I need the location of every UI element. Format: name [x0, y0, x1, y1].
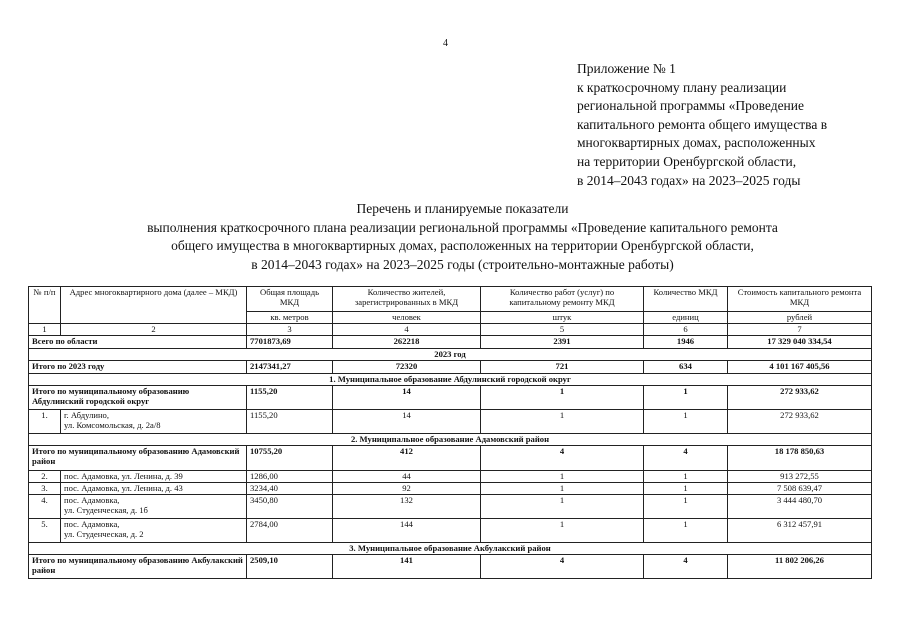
total-cost: 17 329 040 334,54	[728, 336, 872, 349]
total-area: 2147341,27	[247, 361, 333, 374]
address-line: ул. Комсомольская, д. 2а/8	[64, 420, 161, 430]
table-row	[29, 519, 872, 543]
row-area: 3450,80	[247, 495, 333, 519]
total-year-row	[29, 361, 872, 374]
table-row	[29, 483, 872, 495]
appendix-line: в 2014–2043 годах» на 2023–2025 годы	[577, 172, 801, 188]
section-title: 3. Муниципальное образование Акбулакский район	[29, 543, 872, 555]
section-total-row	[29, 446, 872, 471]
section-title: 1. Муниципальное образование Абдулинский городской округ	[29, 374, 872, 386]
row-area: 1286,00	[247, 471, 333, 483]
table-row	[29, 495, 872, 519]
address-line: ул. Студенческая, д. 2	[64, 529, 144, 539]
total-count: 1946	[644, 336, 728, 349]
section-total-label: Итого по муниципальному образованию Абдулинский городской округ	[29, 386, 247, 410]
section-total-row	[29, 555, 872, 579]
page-number: 4	[443, 38, 448, 49]
appendix-line: региональной программы «Проведение	[577, 98, 805, 114]
section-total-count: 1	[644, 386, 728, 410]
section-total-cost: 272 933,62	[728, 386, 872, 410]
row-works: 1	[481, 410, 644, 434]
row-address	[61, 519, 247, 543]
total-area: 7701873,69	[247, 336, 333, 349]
appendix-line: капитального ремонта общего имущества в	[577, 116, 828, 132]
section-total-works: 4	[481, 446, 644, 471]
column-number: 7	[728, 324, 872, 336]
row-cost: 7 508 639,47	[728, 483, 872, 495]
row-count: 1	[644, 471, 728, 483]
section-row	[29, 543, 872, 555]
section-total-cost: 18 178 850,63	[728, 446, 872, 471]
header-works: Количество работ (услуг) по капитальному ремонту МКД	[481, 287, 644, 312]
row-cost: 3 444 480,70	[728, 495, 872, 519]
header-residents: Количество жителей, зарегистрированных в МКД	[333, 287, 481, 312]
header-cost: Стоимость капитального ремонта МКД	[728, 287, 872, 312]
appendix-line: многоквартирных домах, расположенных	[577, 135, 816, 151]
address-line: пос. Адамовка,	[64, 495, 120, 505]
unit-works: штук	[481, 312, 644, 324]
row-residents: 132	[333, 495, 481, 519]
section-total-row	[29, 386, 872, 410]
column-number: 5	[481, 324, 644, 336]
address-line: г. Абдулино,	[64, 410, 110, 420]
row-number: 1.	[29, 410, 61, 434]
row-works: 1	[481, 471, 644, 483]
row-count: 1	[644, 410, 728, 434]
appendix-line: к краткосрочному плану реализации	[577, 79, 787, 95]
row-area: 2784,00	[247, 519, 333, 543]
document-title	[40, 200, 885, 274]
section-total-label: Итого по муниципальному образованию Акбулакский район	[29, 555, 247, 579]
section-total-area: 10755,20	[247, 446, 333, 471]
header-num: № п/п	[29, 287, 61, 324]
title-line: выполнения краткосрочного плана реализации региональной программы «Проведение капитального ремонта	[147, 219, 778, 235]
row-residents: 92	[333, 483, 481, 495]
section-total-area: 2509,10	[247, 555, 333, 579]
appendix-block	[577, 60, 827, 190]
section-total-count: 4	[644, 555, 728, 579]
title-line: общего имущества в многоквартирных домах, расположенных на территории Оренбургской области,	[171, 238, 754, 254]
row-number: 2.	[29, 471, 61, 483]
section-title: 2. Муниципальное образование Адамовский район	[29, 434, 872, 446]
row-address	[61, 495, 247, 519]
year-row	[29, 349, 872, 361]
section-total-area: 1155,20	[247, 386, 333, 410]
total-works: 2391	[481, 336, 644, 349]
row-residents: 144	[333, 519, 481, 543]
row-count: 1	[644, 495, 728, 519]
year-heading: 2023 год	[29, 349, 872, 361]
section-total-label: Итого по муниципальному образованию Адамовский район	[29, 446, 247, 471]
section-row	[29, 374, 872, 386]
row-works: 1	[481, 495, 644, 519]
title-line: в 2014–2043 годах» на 2023–2025 годы (строительно-монтажные работы)	[251, 256, 674, 272]
section-row	[29, 434, 872, 446]
header-area: Общая площадь МКД	[247, 287, 333, 312]
section-total-residents: 412	[333, 446, 481, 471]
address-line: пос. Адамовка,	[64, 519, 120, 529]
unit-cost: рублей	[728, 312, 872, 324]
row-works: 1	[481, 483, 644, 495]
row-area: 1155,20	[247, 410, 333, 434]
appendix-line: Приложение № 1	[577, 61, 676, 76]
row-cost: 272 933,62	[728, 410, 872, 434]
address-line: ул. Студенческая, д. 1б	[64, 505, 148, 515]
row-count: 1	[644, 519, 728, 543]
row-number: 4.	[29, 495, 61, 519]
section-total-residents: 141	[333, 555, 481, 579]
section-total-works: 4	[481, 555, 644, 579]
table-row	[29, 471, 872, 483]
row-cost: 913 272,55	[728, 471, 872, 483]
row-address: пос. Адамовка, ул. Ленина, д. 39	[61, 471, 247, 483]
column-number: 6	[644, 324, 728, 336]
section-total-works: 1	[481, 386, 644, 410]
total-residents: 72320	[333, 361, 481, 374]
row-address: пос. Адамовка, ул. Ленина, д. 43	[61, 483, 247, 495]
total-label: Всего по области	[29, 336, 247, 349]
column-number: 2	[61, 324, 247, 336]
row-count: 1	[644, 483, 728, 495]
row-area: 3234,40	[247, 483, 333, 495]
header-address: Адрес многоквартирного дома (далее – МКД)	[61, 287, 247, 324]
column-number: 3	[247, 324, 333, 336]
total-region-row	[29, 336, 872, 349]
unit-residents: человек	[333, 312, 481, 324]
row-residents: 14	[333, 410, 481, 434]
total-residents: 262218	[333, 336, 481, 349]
section-total-count: 4	[644, 446, 728, 471]
row-residents: 44	[333, 471, 481, 483]
unit-area: кв. метров	[247, 312, 333, 324]
row-number: 3.	[29, 483, 61, 495]
row-cost: 6 312 457,91	[728, 519, 872, 543]
row-works: 1	[481, 519, 644, 543]
column-number: 4	[333, 324, 481, 336]
section-total-cost: 11 802 206,26	[728, 555, 872, 579]
column-numbers-row	[29, 324, 872, 336]
section-total-residents: 14	[333, 386, 481, 410]
table-row	[29, 410, 872, 434]
total-works: 721	[481, 361, 644, 374]
unit-count: единиц	[644, 312, 728, 324]
total-label: Итого по 2023 году	[29, 361, 247, 374]
total-count: 634	[644, 361, 728, 374]
title-line: Перечень и планируемые показатели	[356, 201, 569, 216]
row-number: 5.	[29, 519, 61, 543]
header-count: Количество МКД	[644, 287, 728, 312]
column-number: 1	[29, 324, 61, 336]
appendix-line: на территории Оренбургской области,	[577, 153, 797, 169]
indicators-table	[28, 286, 872, 579]
total-cost: 4 101 167 405,56	[728, 361, 872, 374]
row-address	[61, 410, 247, 434]
